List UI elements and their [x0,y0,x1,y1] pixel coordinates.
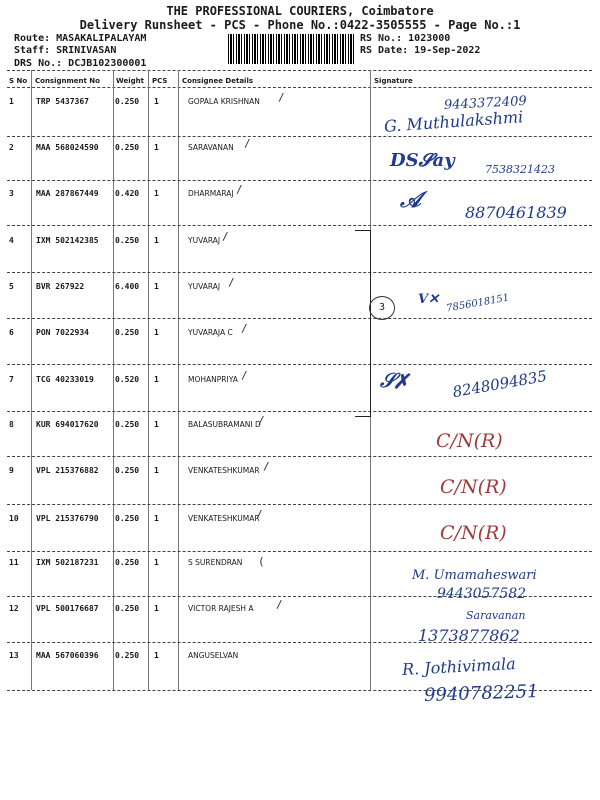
staff-label: Staff: SRINIVASAN [14,45,117,56]
row-consignment: VPL 215376790 [36,514,99,523]
row-consignment: TRP 5437367 [36,97,89,106]
row-consignee: SARAVANAN [188,143,234,152]
cn-refused-note: C/N(R) [440,476,507,498]
row-sno: 6 [9,328,14,337]
col-header-weight: Weight [116,77,144,85]
drs-number: DRS No.: DCJB102300001 [14,58,147,69]
table-top-rule [7,70,592,71]
row-weight: 0.520 [115,375,140,384]
row-weight: 0.250 [115,466,140,475]
row-consignment: IXM 502187231 [36,558,99,567]
row-consignee: VICTOR RAJESH A [188,604,254,613]
row-pcs: 1 [154,466,159,475]
row-pcs: 1 [154,97,159,106]
check-mark: ( [258,555,265,568]
row-weight: 0.250 [115,328,140,337]
row-divider [7,318,592,319]
row-consignee: S SURENDRAN [188,558,243,567]
cn-refused-note: C/N(R) [436,430,503,452]
barcode [228,34,354,64]
row-consignee: VENKATESHKUMAR [188,466,260,475]
row-sno: 2 [9,143,14,152]
row-weight: 0.250 [115,420,140,429]
route-label: Route: MASAKALIPALAYAM [14,33,147,44]
handwritten-signature: 𝒜 [400,187,421,213]
row-sno: 4 [9,236,14,245]
col-header-sno: S No [9,77,28,85]
row-sno: 8 [9,420,14,429]
handwritten-signature: V✕ [418,292,439,307]
check-mark: / [241,322,248,335]
row-pcs: 1 [154,604,159,613]
handwritten-phone: 9443057582 [437,586,527,602]
runsheet-subtitle: Delivery Runsheet - PCS - Phone No.:0422-3505555 - Page No.:1 [79,18,521,32]
row-pcs: 1 [154,651,159,660]
row-consignment: MAA 287867449 [36,189,99,198]
row-divider [7,364,592,365]
row-sno: 3 [9,189,14,198]
row-sno: 9 [9,466,14,475]
row-consignment: IXM 502142385 [36,236,99,245]
col-divider [113,70,114,690]
row-pcs: 1 [154,282,159,291]
col-header-consignment: Consignment No [35,77,100,85]
row-consignee: DHARMARAJ [188,189,234,198]
row-divider [7,551,592,552]
row-divider [7,456,592,457]
row-consignee: VENKATESHKUMAR [188,514,260,523]
col-divider [31,70,32,690]
row-sno: 11 [9,558,19,567]
row-divider [7,225,592,226]
row-consignment: VPL 500176687 [36,604,99,613]
handwritten-signature: G. Muthulakshmi [383,107,524,136]
handwritten-signature: DS𝓢ay [390,150,455,171]
check-mark: / [222,230,229,243]
row-pcs: 1 [154,236,159,245]
row-divider [7,504,592,505]
row-pcs: 1 [154,189,159,198]
check-mark: / [278,91,285,104]
row-consignee: ANGUSELVAN [188,651,239,660]
row-sno: 10 [9,514,19,523]
row-consignee: YUVARAJA C [188,328,233,337]
company-title: THE PROFESSIONAL COURIERS, Coimbatore [166,4,434,18]
row-weight: 0.250 [115,97,140,106]
row-weight: 0.250 [115,143,140,152]
rs-number: RS No.: 1023000 [360,33,451,44]
row-consignee: YUVARAJ [188,282,221,291]
table-header-rule [7,87,592,88]
handwritten-phone: 8248094835 [451,366,549,402]
row-consignment: PON 7022934 [36,328,89,337]
handwritten-signature: 𝒮✗ [380,368,407,392]
bracket-mark [355,230,371,417]
handwritten-phone: 7856018151 [445,292,511,315]
check-mark: / [228,276,235,289]
row-divider [7,180,592,181]
check-mark: / [236,183,243,196]
row-weight: 0.250 [115,558,140,567]
row-consignment: BVR 267922 [36,282,85,291]
handwritten-signature: R. Jothivimala [401,654,517,679]
row-consignee: GOPALA KRISHNAN [188,97,260,106]
row-consignment: TCG 40233019 [36,375,94,384]
check-mark: / [256,508,263,521]
handwritten-phone: 9443372409 [443,93,528,114]
col-divider [148,70,149,690]
row-weight: 0.250 [115,651,140,660]
row-weight: 0.250 [115,236,140,245]
col-divider [178,70,179,690]
rs-date: RS Date: 19-Sep-2022 [360,45,481,56]
row-weight: 6.400 [115,282,140,291]
handwritten-phone: 8870461839 [465,203,567,222]
row-weight: 0.250 [115,604,140,613]
check-mark: / [276,598,283,611]
row-divider [7,411,592,412]
row-consignment: KUR 694017620 [36,420,99,429]
row-pcs: 1 [154,420,159,429]
row-sno: 1 [9,97,14,106]
check-mark: / [263,460,270,473]
col-header-signature: Signature [374,77,413,85]
row-consignee: BALASUBRAMANI D [188,420,261,429]
row-weight: 0.420 [115,189,140,198]
circled-count: 3 [369,296,395,320]
handwritten-phone: 1373877862 [418,626,520,645]
cn-refused-note: C/N(R) [440,522,507,544]
row-sno: 13 [9,651,19,660]
row-consignment: MAA 567060396 [36,651,99,660]
handwritten-phone: 7538321423 [485,163,555,176]
row-sno: 7 [9,375,14,384]
row-consignment: VPL 215376882 [36,466,99,475]
row-divider [7,136,592,137]
row-pcs: 1 [154,514,159,523]
row-divider [7,272,592,273]
handwritten-signature: Saravanan [466,609,526,622]
row-pcs: 1 [154,375,159,384]
row-consignee: MOHANPRIYA [188,375,238,384]
row-sno: 12 [9,604,19,613]
check-mark: / [241,369,248,382]
row-pcs: 1 [154,558,159,567]
row-sno: 5 [9,282,14,291]
handwritten-phone: 9940782251 [423,681,539,706]
check-mark: / [258,414,265,427]
col-header-consignee: Consignee Details [182,77,254,85]
row-consignment: MAA 568024590 [36,143,99,152]
row-pcs: 1 [154,143,159,152]
col-header-pcs: PCS [152,77,168,85]
row-pcs: 1 [154,328,159,337]
row-consignee: YUVARAJ [188,236,221,245]
check-mark: / [244,137,251,150]
handwritten-signature: M. Umamaheswari [412,568,537,583]
row-weight: 0.250 [115,514,140,523]
